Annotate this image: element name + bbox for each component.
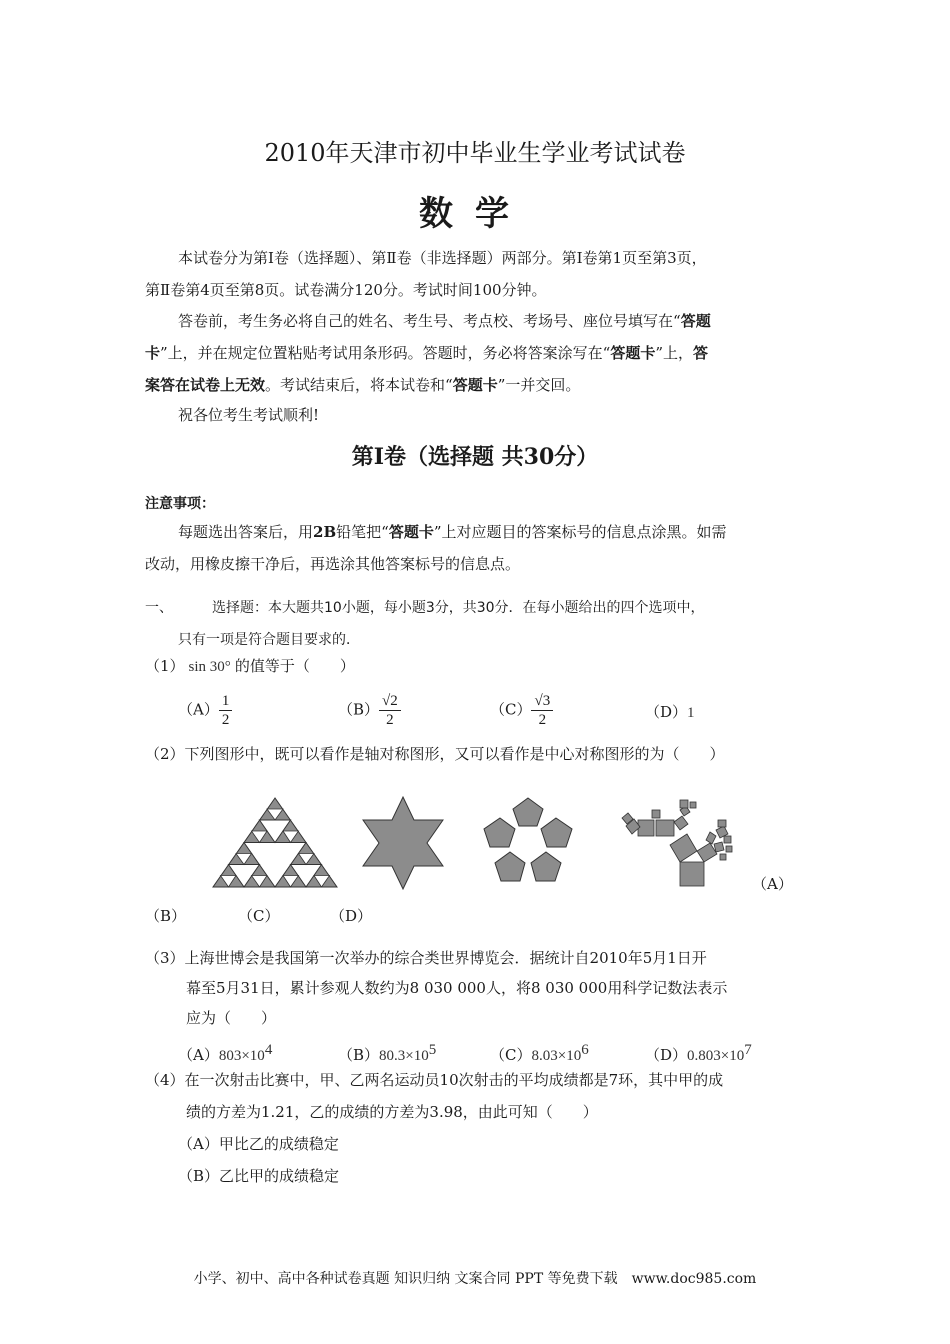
intro-paragraph-2-line-1 — [178, 305, 711, 337]
bold-run: 答 — [693, 344, 709, 362]
pythagoras-tree-figure — [612, 796, 747, 890]
question-4-line-2: 绩的方差为1.21，乙的成绩的方差为3.98，由此可知（ ） — [186, 1103, 598, 1121]
branch-square-leaf-5 — [674, 816, 688, 830]
branch-square-leaf-1 — [638, 820, 654, 836]
pentagon-bottom-right — [531, 852, 561, 881]
text-run: 答卷前，考生务必将自己的姓名、考生号、考点校、考场号、座位号填写在“ — [178, 312, 681, 330]
numerator: 1 — [219, 692, 233, 711]
trunk-square — [680, 862, 704, 886]
question-3-line-2: 幕至5月31日，累计参观人数约为8 030 000人，将8 030 000用科学记数法表示 — [186, 979, 728, 997]
option-base: 803×10 — [218, 1048, 265, 1064]
option-label: （A） — [178, 1046, 219, 1064]
bold-run: 2B — [313, 523, 337, 541]
text-run: 铅笔把“ — [336, 523, 389, 541]
text-run: 。考试结束后，将本试卷和“ — [265, 376, 453, 394]
denominator: 2 — [386, 712, 394, 728]
text-run: 的值等于（ ） — [234, 657, 355, 675]
branch-square-leaf-15 — [706, 832, 716, 844]
intro-paragraph-2-line-3 — [145, 369, 580, 401]
fraction — [219, 692, 233, 729]
branch-square-leaf-7 — [680, 800, 688, 808]
pentagon-bottom-left — [495, 852, 525, 881]
pentagon-right — [541, 818, 572, 847]
branch-square-upper — [656, 820, 674, 836]
branch-square-right — [697, 843, 717, 862]
q2-option-b[interactable]: （B） — [145, 907, 187, 925]
option-label: （C） — [490, 1046, 532, 1064]
option-exponent: 7 — [744, 1042, 752, 1058]
branch-square-leaf-11 — [714, 842, 724, 852]
option-exponent: 6 — [581, 1042, 589, 1058]
option-base: 80.3×10 — [379, 1048, 429, 1064]
question-4-line-1: （4）在一次射击比赛中，甲、乙两名运动员10次射击的平均成绩都是7环，其中甲的成 — [145, 1071, 724, 1089]
denominator: 2 — [538, 712, 547, 728]
hexagram-star-figure — [355, 796, 451, 890]
option-label: （D） — [645, 1046, 688, 1064]
denominator: 2 — [221, 712, 230, 728]
intro-paragraph-1-line-2: 第Ⅱ卷第4页至第8页。试卷满分120分。考试时间100分钟。 — [145, 281, 547, 299]
option-label: （D） — [645, 703, 688, 721]
text-run: ”一并交回。 — [497, 376, 581, 394]
bold-run: 答题卡 — [452, 376, 498, 394]
q4-option-a[interactable]: （A）甲比乙的成绩稳定 — [178, 1135, 339, 1153]
bold-run: 卡 — [145, 344, 161, 362]
q4-option-b[interactable]: （B）乙比甲的成绩稳定 — [178, 1167, 340, 1185]
q1-option-a[interactable] — [178, 692, 232, 729]
bold-run: 答题 — [680, 312, 711, 330]
notice-label: 注意事项： — [145, 496, 215, 512]
text-run: ”上， — [655, 344, 694, 362]
branch-square-leaf-4 — [652, 810, 660, 818]
part-1-heading: 第Ⅰ卷（选择题 共30分） — [351, 444, 599, 470]
exam-title: 2010年天津市初中毕业生学业考试试卷 — [264, 139, 686, 167]
q1-option-d[interactable] — [645, 696, 695, 729]
text-run: ”上，并在规定位置粘贴考试用条形码。答题时，务必将答案涂写在“ — [160, 344, 611, 362]
notice-line-2: 改动，用橡皮擦干净后，再选涂其他答案标号的信息点。 — [145, 555, 521, 573]
branch-square-leaf-12 — [724, 836, 731, 843]
branch-square-left — [670, 834, 697, 862]
section-1-line-1: 选择题：本大题共10小题，每小题3分，共30分．在每小题给出的四个选项中， — [212, 600, 705, 616]
star-shape — [363, 797, 443, 889]
pentagon-left — [484, 818, 515, 847]
question-3-line-1: （3）上海世博会是我国第一次举办的综合类世界博览会．据统计自2010年5月1日开 — [145, 949, 707, 967]
bold-run: 案答在试卷上无效 — [145, 376, 266, 394]
numerator: √3 — [531, 692, 553, 711]
question-number: （1） — [145, 657, 185, 675]
pentagon-ring-figure — [480, 796, 576, 890]
q2-option-c[interactable]: （C） — [238, 907, 280, 925]
option-label: （B） — [338, 1046, 380, 1064]
good-luck-line: 祝各位考生考试顺利! — [178, 406, 320, 424]
option-base: 0.803×10 — [687, 1048, 745, 1064]
sierpinski-triangle-figure — [210, 796, 340, 890]
branch-square-leaf-10 — [718, 820, 726, 827]
bold-run: 答题卡 — [388, 523, 434, 541]
q1-option-b[interactable] — [338, 692, 401, 729]
question-3-line-3: 应为（ ） — [186, 1009, 277, 1027]
section-1-number: 一、 — [145, 600, 173, 616]
option-label: （A） — [178, 700, 219, 719]
option-exponent: 5 — [428, 1042, 437, 1058]
q1-option-c[interactable] — [490, 692, 553, 729]
q2-option-a[interactable]: （A） — [752, 875, 793, 893]
pentagon-top — [513, 798, 543, 826]
section-1-line-2: 只有一项是符合题目要求的． — [178, 632, 360, 648]
page-footer: 小学、初中、高中各种试卷真题 知识归纳 文案合同 PPT 等免费下载 www.doc985.com — [193, 1271, 757, 1287]
numerator: √2 — [379, 692, 401, 711]
option-label: （B） — [338, 700, 380, 719]
option-value: 1 — [687, 705, 695, 721]
option-exponent: 4 — [264, 1042, 273, 1058]
question-2-stem: （2）下列图形中，既可以看作是轴对称图形，又可以看作是中心对称图形的为（ ） — [145, 745, 725, 763]
subject-title: 数学 — [419, 194, 531, 234]
fraction — [379, 692, 401, 729]
branch-square-leaf-14 — [720, 854, 726, 860]
branch-square-leaf-8 — [690, 802, 696, 808]
math-expression: sin 30° — [188, 659, 231, 675]
notice-line-1 — [178, 516, 727, 548]
bold-run: 答题卡 — [610, 344, 656, 362]
branch-square-leaf-13 — [726, 846, 732, 852]
intro-paragraph-2-line-2 — [145, 337, 708, 369]
q2-option-d[interactable]: （D） — [330, 907, 373, 925]
text-run: ”上对应题目的答案标号的信息点涂黑。如需 — [433, 523, 727, 541]
fraction — [531, 692, 553, 729]
question-1-stem — [145, 650, 355, 683]
option-base: 8.03×10 — [531, 1048, 582, 1064]
intro-paragraph-1-line-1: 本试卷分为第Ⅰ卷（选择题）、第Ⅱ卷（非选择题）两部分。第Ⅰ卷第1页至第3页， — [178, 249, 707, 267]
option-label: （C） — [490, 700, 532, 719]
text-run: 每题选出答案后，用 — [178, 523, 314, 541]
